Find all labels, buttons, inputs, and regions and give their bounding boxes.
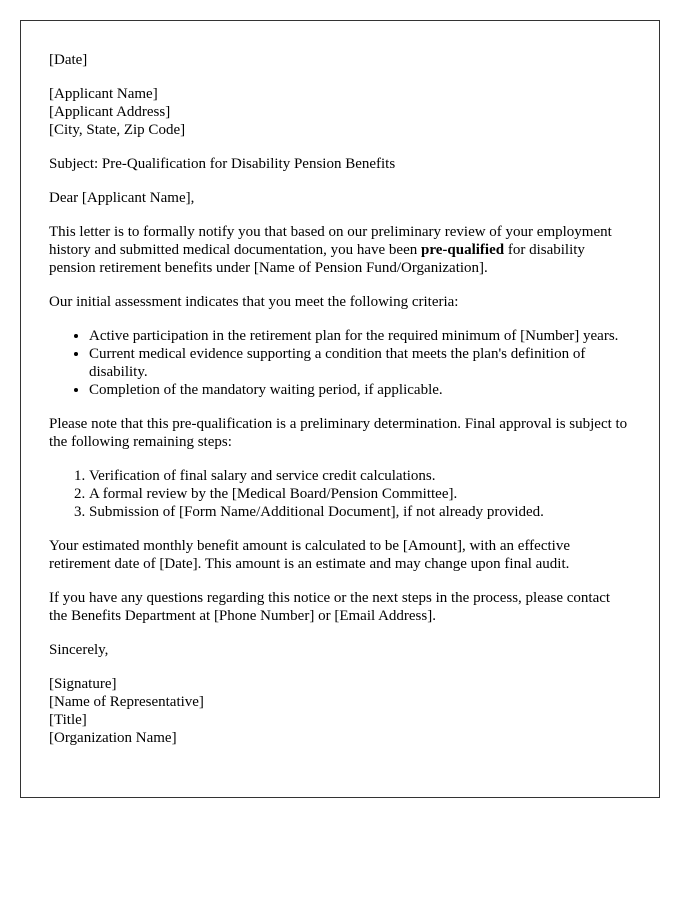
estimate-paragraph: Your estimated monthly benefit amount is calculated to be [Amount], with an effective retirement date of [Date]. This amount is an estimate and may change upon final audit. [49,538,570,572]
step-item: 2. A formal review by the [Medical Board/Pension Committee]. [89,485,631,503]
intro-text-start: This letter is to formally notify you that based on our preliminary review of your employment history and submitted medical documentation, you have been [49,224,612,258]
letter-page [20,20,660,798]
closing: Sincerely, [49,642,109,658]
applicant-address: [Applicant Address] [49,104,171,120]
criteria-intro: Our initial assessment indicates that you meet the following criteria: [49,294,459,310]
signature-block [49,675,631,747]
letter-subject: Subject: Pre-Qualification for Disability Pension Benefits [49,156,396,172]
applicant-address-block [49,85,631,139]
criteria-item: • Current medical evidence supporting a condition that meets the plan's definition of disability. [89,345,631,381]
criteria-item: • Completion of the mandatory waiting period, if applicable. [89,381,631,399]
criteria-item: • Active participation in the retirement plan for the required minimum of [Number] years. [89,327,631,345]
signature-placeholder: [Signature] [49,676,117,692]
steps-list [49,467,631,521]
step-item: 3. Submission of [Form Name/Additional Document], if not already provided. [89,503,631,521]
organization-name: [Organization Name] [49,730,177,746]
applicant-city-state-zip: [City, State, Zip Code] [49,122,186,138]
letter-salutation: Dear [Applicant Name], [49,190,195,206]
applicant-name: [Applicant Name] [49,86,158,102]
intro-paragraph [49,223,631,277]
note-paragraph: Please note that this pre-qualification is a preliminary determination. Final approval is subject to the following remaining steps: [49,416,628,450]
intro-emphasis: pre-qualified [421,242,505,258]
letter-date: [Date] [49,52,88,68]
representative-name: [Name of Representative] [49,694,204,710]
criteria-list [49,327,631,399]
intro-text-end: for disability pension retirement benefits under [Name of Pension Fund/Organization]. [49,242,585,276]
step-item: 1. Verification of final salary and service credit calculations. [89,467,631,485]
representative-title: [Title] [49,712,87,728]
questions-paragraph: If you have any questions regarding this notice or the next steps in the process, please contact the Benefits Department at [Phone Number] or [Email Address]. [49,590,611,624]
